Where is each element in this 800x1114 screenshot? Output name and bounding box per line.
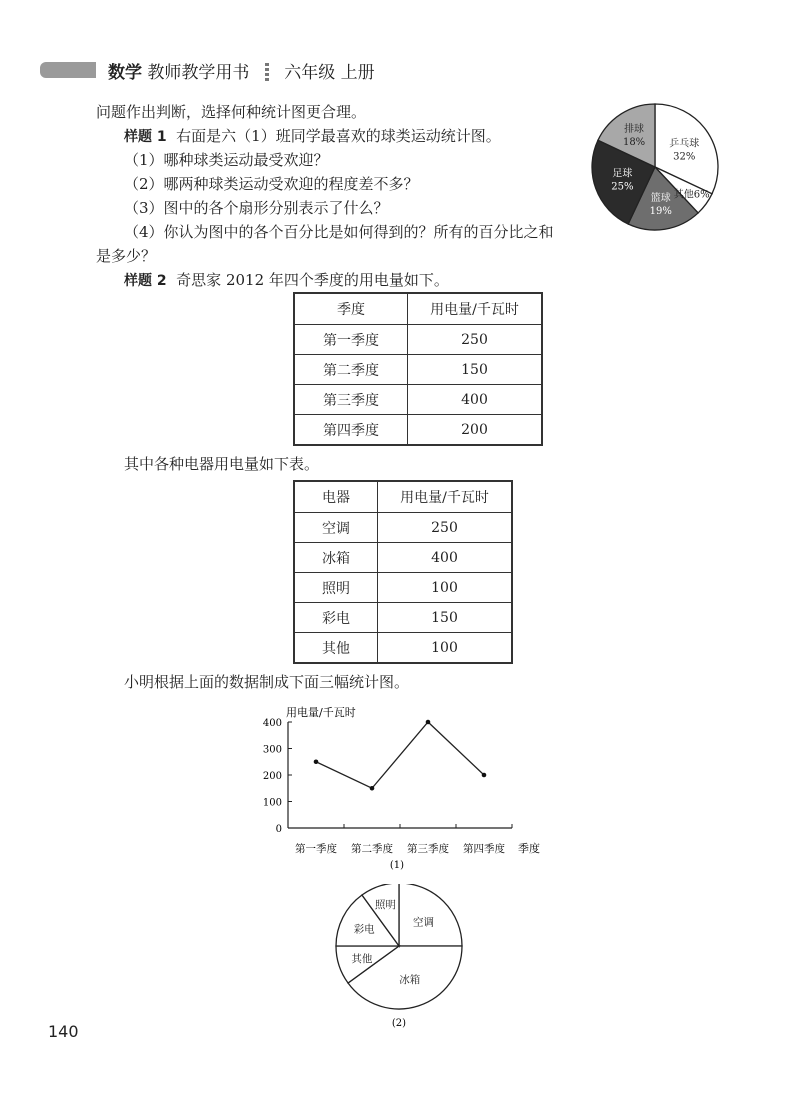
table-row [294, 385, 542, 415]
y-tick-label: 300 [262, 744, 282, 756]
pie-label: 其他 [351, 953, 373, 966]
appliance-intro: 其中各种电器用电量如下表。 [124, 455, 320, 473]
table-cell: 200 [408, 415, 543, 446]
pie-label: 乒乓球 [669, 138, 700, 150]
table-header-row [294, 293, 542, 325]
header-subject: 数学 [108, 63, 142, 83]
question-1-label: 样题 1 [124, 129, 167, 145]
question-1-item: （1）哪种球类运动最受欢迎？ [124, 151, 329, 169]
table-cell: 空调 [294, 513, 378, 543]
table-row [294, 513, 512, 543]
table-cell: 100 [378, 573, 513, 603]
pie-label: 足球 [612, 168, 633, 180]
pie-value-label: 32% [673, 151, 696, 163]
pie-value-label: 19% [649, 206, 672, 218]
question-1-item: （2）哪两种球类运动受欢迎的程度差不多？ [124, 175, 419, 193]
table-cell: 第三季度 [294, 385, 408, 415]
series-line [316, 722, 484, 788]
pie-value-label: 18% [622, 137, 646, 149]
table-cell: 第四季度 [294, 415, 408, 446]
data-point [426, 720, 431, 725]
y-axis-label: 用电量/千瓦时 [286, 706, 356, 719]
table-cell: 400 [378, 543, 513, 573]
header-separator [265, 63, 269, 81]
question-2 [124, 268, 449, 293]
x-tick-label: 第三季度 [407, 843, 449, 855]
pie-label: 冰箱 [399, 973, 421, 986]
table-header-cell: 电器 [294, 481, 378, 513]
x-tick-label: 第四季度 [463, 843, 505, 855]
x-axis-label: 季度 [518, 842, 540, 855]
table-cell: 彩电 [294, 603, 378, 633]
question-1-text: 右面是六（1）班同学最喜欢的球类运动统计图。 [176, 127, 501, 145]
table-row [294, 573, 512, 603]
question-2-label: 样题 2 [124, 273, 167, 289]
header-book: 教师教学用书 [147, 63, 250, 83]
table-header-cell: 季度 [294, 293, 408, 325]
intro-line: 问题作出判断，选择何种统计图更合理。 [96, 103, 367, 121]
data-point [314, 759, 319, 764]
question-1-item: （4）你认为图中的各个百分比是如何得到的？所有的百分比之和 [124, 223, 554, 241]
table-row [294, 355, 542, 385]
table-cell: 100 [378, 633, 513, 664]
electricity-line-chart [250, 700, 560, 872]
table-cell: 250 [408, 325, 543, 355]
pie-label: 其他6% [673, 189, 710, 201]
appliance-table [293, 480, 513, 664]
data-point [482, 773, 487, 778]
header-bar-decoration [40, 62, 96, 78]
y-tick-label: 400 [262, 718, 282, 729]
question-1 [124, 124, 501, 149]
table-header-row [294, 481, 512, 513]
table-row [294, 325, 542, 355]
pie-label: 篮球 [650, 193, 671, 205]
chart-caption: (1) [389, 860, 405, 871]
table-cell: 150 [408, 355, 543, 385]
x-tick-label: 第一季度 [295, 843, 337, 855]
table-cell: 冰箱 [294, 543, 378, 573]
table-cell: 400 [408, 385, 543, 415]
table-cell: 照明 [294, 573, 378, 603]
pie-value-label: 25% [611, 181, 634, 193]
table-row [294, 633, 512, 664]
table-cell: 150 [378, 603, 513, 633]
table-cell: 第二季度 [294, 355, 408, 385]
table-cell: 第一季度 [294, 325, 408, 355]
header-grade: 六年级 上册 [284, 63, 375, 83]
table-header-cell: 用电量/千瓦时 [378, 481, 513, 513]
table-row [294, 603, 512, 633]
charts-intro: 小明根据上面的数据制成下面三幅统计图。 [124, 673, 410, 691]
table-cell: 其他 [294, 633, 378, 664]
page-number: 140 [48, 1022, 79, 1041]
pie-label: 空调 [413, 916, 435, 929]
pie-label: 照明 [374, 899, 396, 912]
question-2-text: 奇思家 2012 年四个季度的用电量如下。 [176, 271, 449, 289]
pie-label: 排球 [624, 124, 645, 136]
question-1-item: （3）图中的各个扇形分别表示了什么？ [124, 199, 389, 217]
y-tick-label: 0 [275, 824, 282, 835]
appliance-pie-chart [330, 884, 470, 1030]
ball-sports-pie-chart [590, 100, 720, 234]
page-header [108, 58, 375, 83]
question-1-item: 是多少？ [96, 247, 157, 265]
table-row [294, 543, 512, 573]
pie-slice [399, 884, 462, 946]
x-tick-label: 第二季度 [351, 843, 393, 855]
table-row [294, 415, 542, 446]
y-tick-label: 100 [262, 797, 282, 809]
pie-label: 彩电 [353, 923, 375, 936]
table-header-cell: 用电量/千瓦时 [408, 293, 543, 325]
chart-caption: (2) [391, 1018, 407, 1029]
y-tick-label: 200 [262, 771, 282, 782]
season-table [293, 292, 543, 446]
data-point [370, 786, 375, 791]
table-cell: 250 [378, 513, 513, 543]
